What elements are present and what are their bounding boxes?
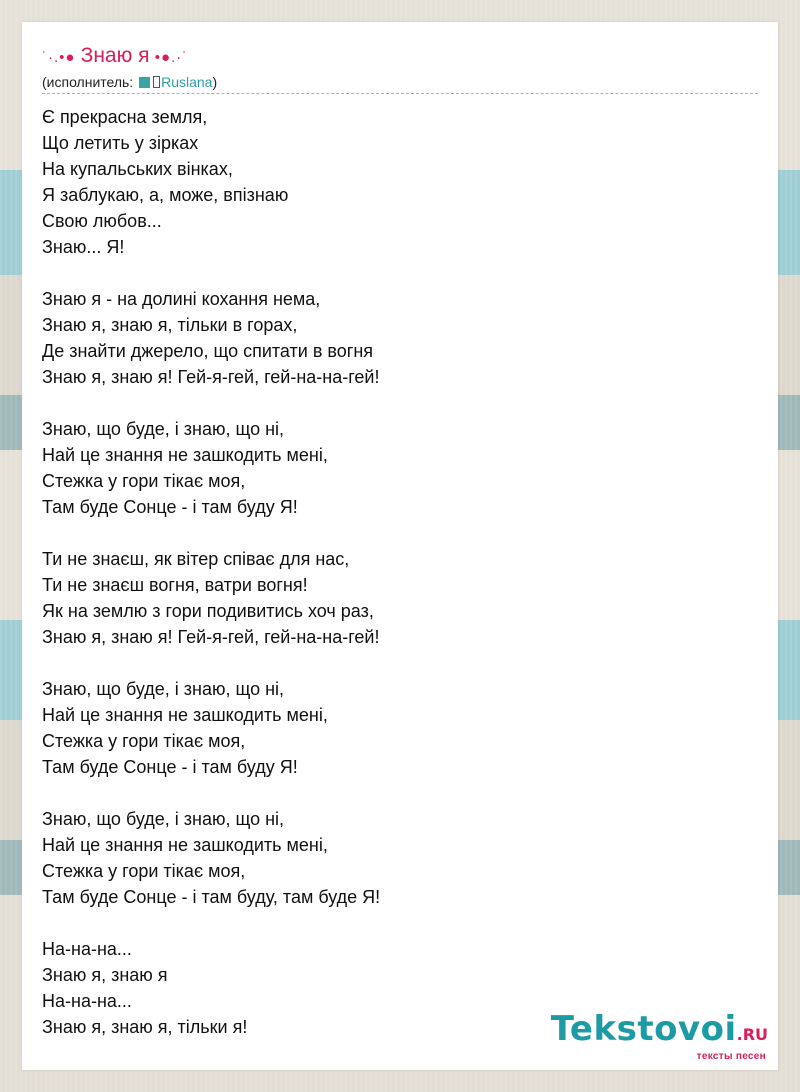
lyric-line: Най це знання не зашкодить мені, xyxy=(42,445,328,465)
lyric-line: Є прекрасна земля, xyxy=(42,107,208,127)
lyric-line: Най це знання не зашкодить мені, xyxy=(42,705,328,725)
lyric-line: Стежка у гори тікає моя, xyxy=(42,471,246,491)
lyric-line: Знаю, що буде, і знаю, що ні, xyxy=(42,419,285,439)
lyric-line: На-на-на... xyxy=(42,939,132,959)
logo-tld: .RU xyxy=(736,1025,768,1044)
lyric-line: На купальських вінках, xyxy=(42,159,233,179)
lyric-line: Знаю я, знаю я! Гей-я-гей, гей-на-на-гей! xyxy=(42,367,380,387)
lyric-line: Що летить у зірках xyxy=(42,133,199,153)
lyric-line: Знаю я - на долині кохання нема, xyxy=(42,289,321,309)
lyric-line: Знаю... Я! xyxy=(42,237,125,257)
lyrics-body xyxy=(42,104,758,1040)
lyric-line: Най це знання не зашкодить мені, xyxy=(42,835,328,855)
artist-line xyxy=(42,74,217,90)
artist-link[interactable]: Ruslana xyxy=(153,74,212,90)
lyric-line: Я заблукаю, а, може, впізнаю xyxy=(42,185,289,205)
title-decoration-right: •●.·˙ xyxy=(149,49,189,66)
lyric-line: Стежка у гори тікає моя, xyxy=(42,861,246,881)
lyric-line: Там буде Сонце - і там буду Я! xyxy=(42,757,298,777)
stanza-break xyxy=(42,390,758,416)
lyric-line: Знаю, що буде, і знаю, що ні, xyxy=(42,809,285,829)
lyric-line: Ти не знаєш вогня, ватри вогня! xyxy=(42,575,308,595)
lyrics-card xyxy=(22,22,778,1070)
lyric-line: Там буде Сонце - і там буду Я! xyxy=(42,497,298,517)
stanza-break xyxy=(42,260,758,286)
artist-square-icon xyxy=(139,77,150,88)
lyric-line: Там буде Сонце - і там буду, там буде Я! xyxy=(42,887,381,907)
lyric-line: Де знайти джерело, що спитати в вогня xyxy=(42,341,374,361)
song-title-text: Знаю я xyxy=(80,44,150,67)
lyric-line: Знаю я, знаю я, тільки в горах, xyxy=(42,315,298,335)
stanza-break xyxy=(42,780,758,806)
lyric-line: Знаю я, знаю я! Гей-я-гей, гей-на-на-гей! xyxy=(42,627,380,647)
artist-label: (исполнитель: xyxy=(42,74,138,90)
lyric-line: Стежка у гори тікає моя, xyxy=(42,731,246,751)
lyric-line: Свою любов... xyxy=(42,211,162,231)
lyric-line: Як на землю з гори подивитись хоч раз, xyxy=(42,601,374,621)
stanza-break xyxy=(42,910,758,936)
lyric-line: Знаю я, знаю я, тільки я! xyxy=(42,1017,248,1037)
lyric-line: Ти не знаєш, як вітер співає для нас, xyxy=(42,549,350,569)
logo-name: Tekstovoi xyxy=(550,1009,737,1049)
stanza-break xyxy=(42,520,758,546)
logo-wordmark xyxy=(550,1009,768,1052)
title-decoration-left: ˙·.•● xyxy=(42,49,81,66)
lyric-line: Знаю я, знаю я xyxy=(42,965,168,985)
site-logo[interactable] xyxy=(550,1009,768,1062)
lyric-line: Знаю, що буде, і знаю, що ні, xyxy=(42,679,285,699)
song-title xyxy=(42,44,188,68)
lyric-line: На-на-на... xyxy=(42,991,132,1011)
artist-close-paren: ) xyxy=(212,74,218,90)
stanza-break xyxy=(42,650,758,676)
header-divider xyxy=(42,93,758,94)
logo-tagline: тексты песен xyxy=(696,1051,766,1062)
